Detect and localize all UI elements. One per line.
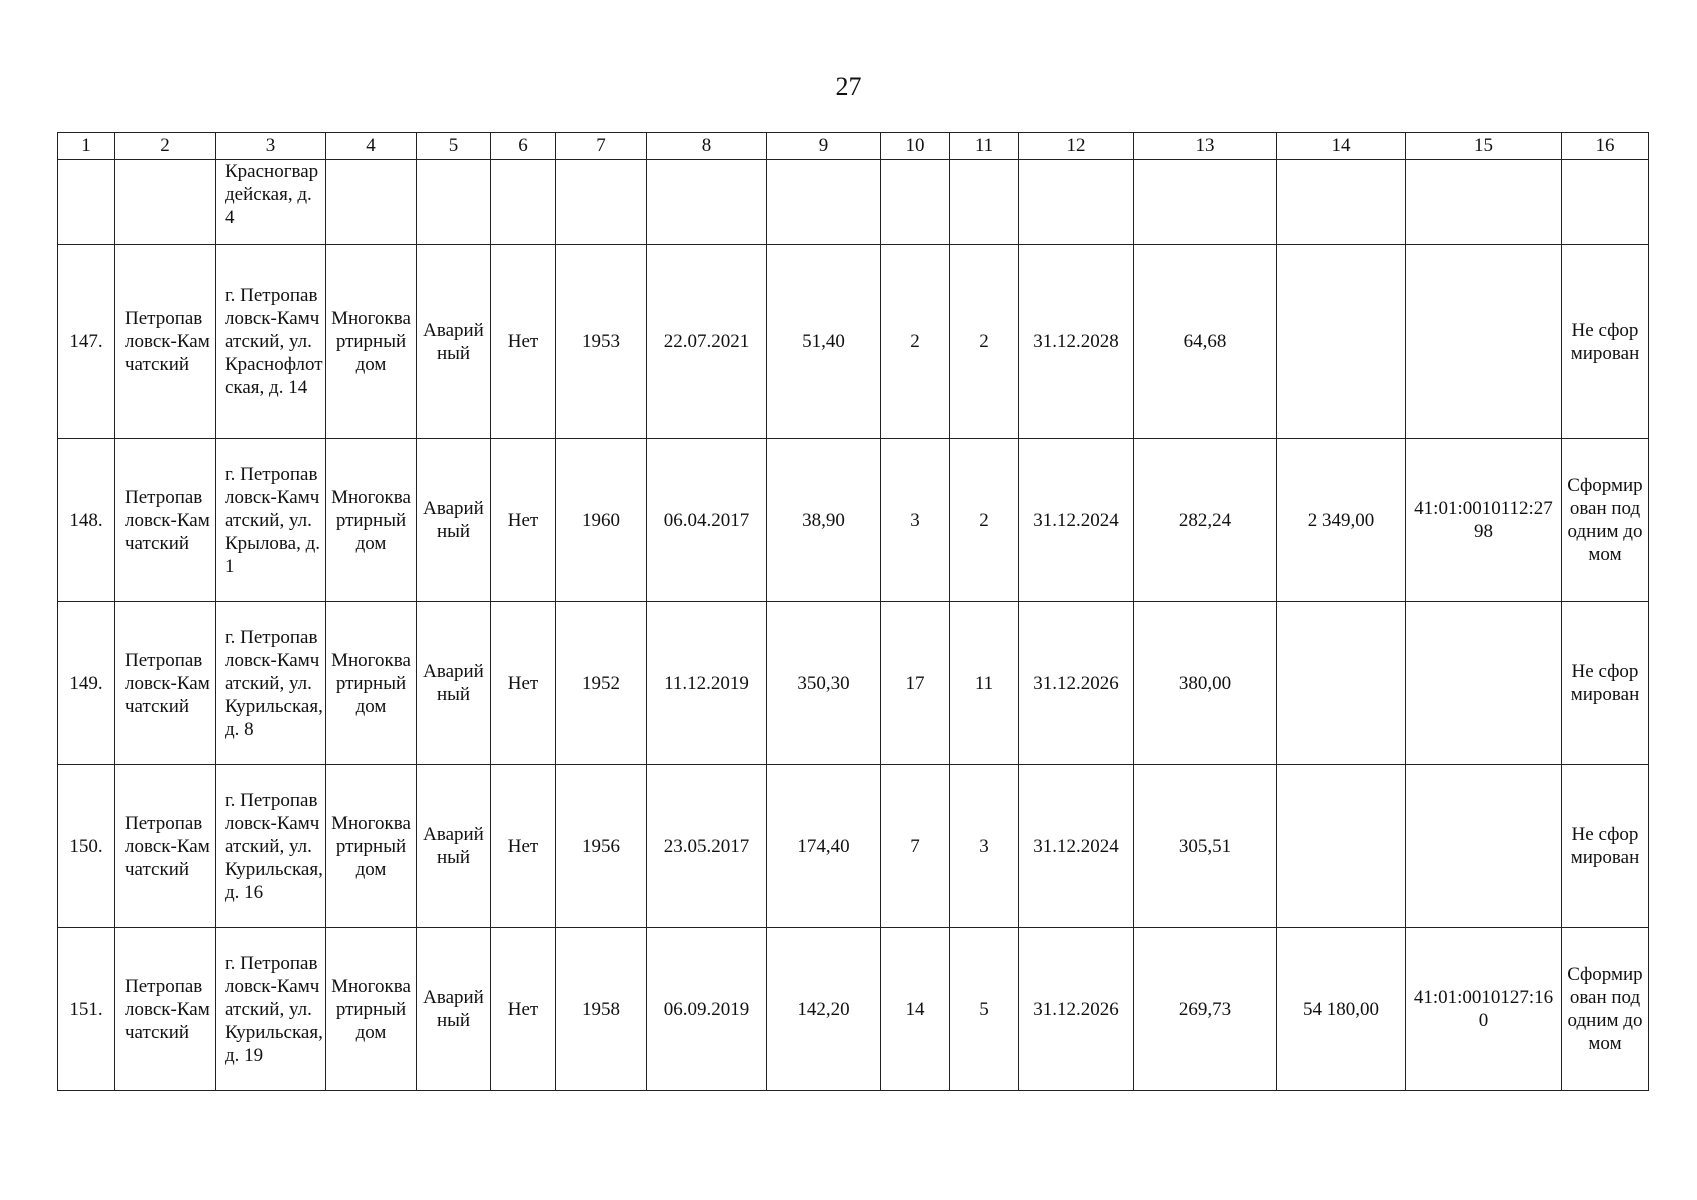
col13-value: 380,00 [1134,602,1277,765]
status: Аварийный [417,439,491,602]
date: 06.04.2017 [647,439,767,602]
column-header-14: 14 [1277,133,1406,160]
year: 1952 [556,602,647,765]
cadastral-number [1406,602,1562,765]
settlement: Петропавловск-Камчатский [115,439,216,602]
col11-value: 2 [950,245,1019,439]
settlement: Петропавловск-Камчатский [115,245,216,439]
row-number: 151. [58,928,115,1091]
column-header-5: 5 [417,133,491,160]
continuation-row [58,160,1649,245]
table-row [58,602,1649,765]
column-header-10: 10 [881,133,950,160]
house-type: Многоквартирный дом [326,245,417,439]
col10-value: 3 [881,439,950,602]
year: 1953 [556,245,647,439]
cell-empty [1019,160,1134,245]
land-status: Не сформирован [1562,765,1649,928]
address: г. Петропавловск-Камчатский, ул. Краснофлотская, д. 14 [216,245,326,439]
cell-empty [115,160,216,245]
header-row [58,133,1649,160]
col14-value [1277,602,1406,765]
row-number: 147. [58,245,115,439]
row-number: 148. [58,439,115,602]
col6-value: Нет [491,439,556,602]
year: 1958 [556,928,647,1091]
cell-empty [1406,160,1562,245]
cadastral-number [1406,245,1562,439]
address: г. Петропавловск-Камчатский, ул. Курильская, д. 16 [216,765,326,928]
settlement: Петропавловск-Камчатский [115,602,216,765]
land-status: Сформирован под одним домом [1562,928,1649,1091]
land-status: Сформирован под одним домом [1562,439,1649,602]
cadastral-number: 41:01:0010127:160 [1406,928,1562,1091]
cell-empty [1562,160,1649,245]
column-header-12: 12 [1019,133,1134,160]
status: Аварийный [417,245,491,439]
house-type: Многоквартирный дом [326,928,417,1091]
col10-value: 2 [881,245,950,439]
col10-value: 14 [881,928,950,1091]
area: 38,90 [767,439,881,602]
col6-value: Нет [491,765,556,928]
address: г. Петропавловск-Камчатский, ул. Курильская, д. 8 [216,602,326,765]
deadline: 31.12.2024 [1019,439,1134,602]
settlement: Петропавловск-Камчатский [115,928,216,1091]
column-header-9: 9 [767,133,881,160]
deadline: 31.12.2024 [1019,765,1134,928]
area: 350,30 [767,602,881,765]
cell-empty [1277,160,1406,245]
address: г. Петропавловск-Камчатский, ул. Курильская, д. 19 [216,928,326,1091]
cadastral-number [1406,765,1562,928]
col14-value [1277,245,1406,439]
column-header-4: 4 [326,133,417,160]
housing-registry-table [57,132,1649,1091]
column-header-13: 13 [1134,133,1277,160]
area: 142,20 [767,928,881,1091]
date: 11.12.2019 [647,602,767,765]
col13-value: 269,73 [1134,928,1277,1091]
settlement: Петропавловск-Камчатский [115,765,216,928]
deadline: 31.12.2028 [1019,245,1134,439]
house-type: Многоквартирный дом [326,765,417,928]
area: 174,40 [767,765,881,928]
address: г. Петропавловск-Камчатский, ул. Крылова, д. 1 [216,439,326,602]
area: 51,40 [767,245,881,439]
cell-empty [556,160,647,245]
col10-value: 7 [881,765,950,928]
col6-value: Нет [491,245,556,439]
row-number: 149. [58,602,115,765]
column-header-6: 6 [491,133,556,160]
table-row [58,245,1649,439]
col6-value: Нет [491,602,556,765]
cell-empty [326,160,417,245]
column-header-3: 3 [216,133,326,160]
continued-address: Красногвардейская, д. 4 [216,160,326,245]
status: Аварийный [417,765,491,928]
deadline: 31.12.2026 [1019,602,1134,765]
cell-empty [417,160,491,245]
year: 1960 [556,439,647,602]
cell-empty [1134,160,1277,245]
column-header-7: 7 [556,133,647,160]
cell-empty [881,160,950,245]
col11-value: 2 [950,439,1019,602]
col11-value: 11 [950,602,1019,765]
col10-value: 17 [881,602,950,765]
column-header-1: 1 [58,133,115,160]
table-row [58,765,1649,928]
column-header-8: 8 [647,133,767,160]
col11-value: 3 [950,765,1019,928]
year: 1956 [556,765,647,928]
status: Аварийный [417,928,491,1091]
cell-empty [950,160,1019,245]
col13-value: 305,51 [1134,765,1277,928]
row-number: 150. [58,765,115,928]
col14-value [1277,765,1406,928]
cell-empty [58,160,115,245]
house-type: Многоквартирный дом [326,439,417,602]
table-row [58,928,1649,1091]
date: 23.05.2017 [647,765,767,928]
cadastral-number: 41:01:0010112:2798 [1406,439,1562,602]
deadline: 31.12.2026 [1019,928,1134,1091]
house-type: Многоквартирный дом [326,602,417,765]
cell-empty [767,160,881,245]
date: 06.09.2019 [647,928,767,1091]
col6-value: Нет [491,928,556,1091]
date: 22.07.2021 [647,245,767,439]
page-number: 27 [835,72,862,101]
col14-value: 2 349,00 [1277,439,1406,602]
cell-empty [491,160,556,245]
column-header-2: 2 [115,133,216,160]
col14-value: 54 180,00 [1277,928,1406,1091]
land-status: Не сформирован [1562,602,1649,765]
land-status: Не сформирован [1562,245,1649,439]
table-row [58,439,1649,602]
cell-empty [647,160,767,245]
col13-value: 282,24 [1134,439,1277,602]
column-header-15: 15 [1406,133,1562,160]
col13-value: 64,68 [1134,245,1277,439]
column-header-16: 16 [1562,133,1649,160]
status: Аварийный [417,602,491,765]
column-header-11: 11 [950,133,1019,160]
col11-value: 5 [950,928,1019,1091]
